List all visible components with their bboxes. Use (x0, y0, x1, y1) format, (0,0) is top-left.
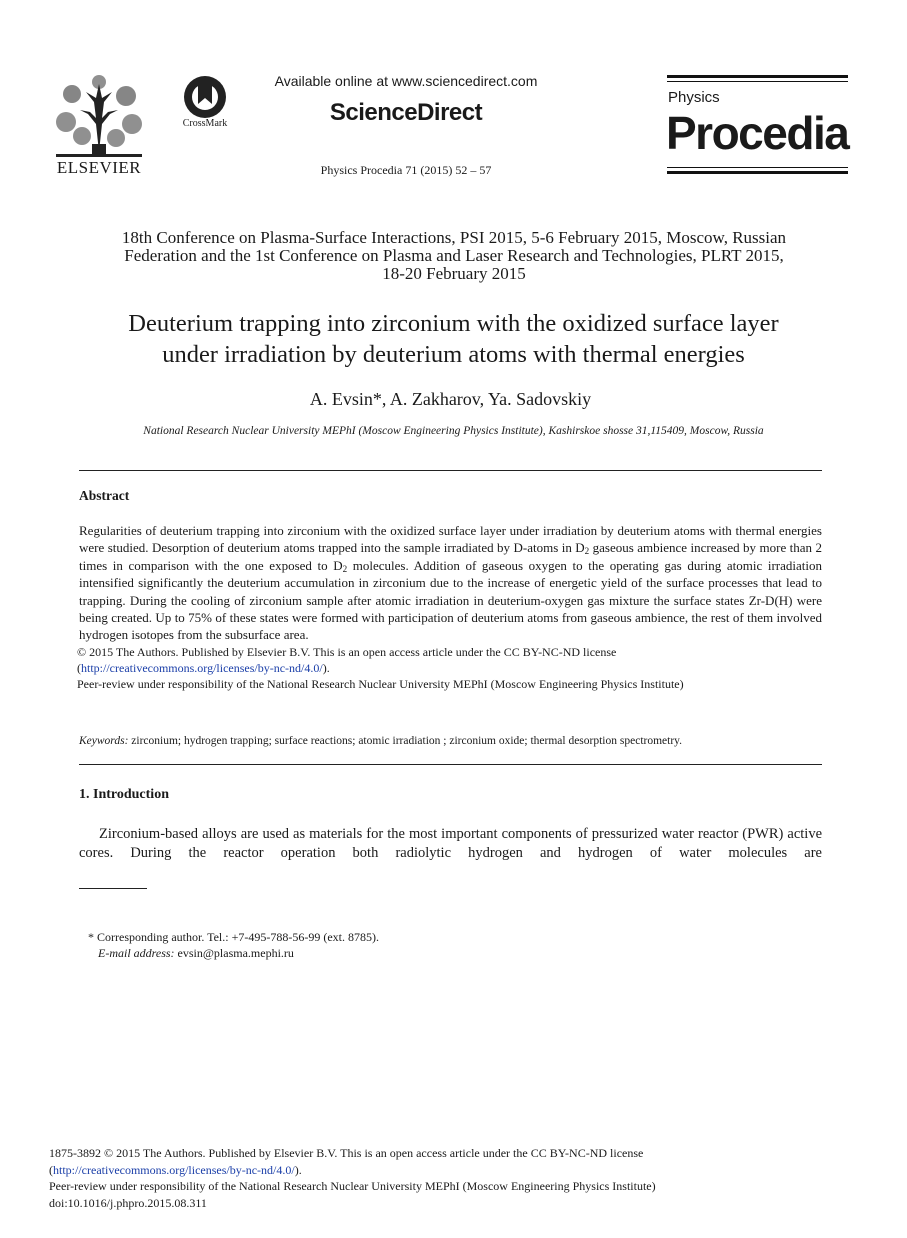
masthead-rule-bottom-thin (667, 167, 848, 168)
masthead-rule-bottom (667, 171, 848, 174)
journal-name-small: Physics (668, 89, 720, 106)
subscript: 2 (584, 546, 590, 557)
footnote-divider (79, 888, 147, 889)
bottom-peer-review-line: Peer-review under responsibility of the National Research Nuclear University MEPhI (Moscow Engineering Physics Institute) (49, 1179, 656, 1194)
publisher-logo-text: ELSEVIER (56, 158, 142, 177)
introduction-text: Zirconium-based alloys are used as materials for the most important components of pressurized water reactor (PWR) active cores. During the reactor operation both radiolytic hydrogen and hydrogen of water molecules are (79, 826, 822, 861)
paren: ( (77, 660, 81, 675)
conference-info (74, 229, 834, 283)
license-block (77, 645, 822, 692)
abstract-text-part: Regularities of deuterium trapping into zirconium with the oxidized surface layer under irradiation by deuterium atoms with thermal energies were studied. Desorption of deuterium atoms trapped into the sample irradiated by D-atoms in D (79, 523, 822, 556)
masthead-rule-top-thin (667, 81, 848, 82)
conference-line: Federation and the 1st Conference on Plasma and Laser Research and Technologies, PLRT 2015, (124, 246, 784, 265)
doi[interactable]: doi:10.1016/j.phpro.2015.08.311 (49, 1195, 207, 1210)
section-divider (79, 470, 822, 471)
affiliation: National Research Nuclear University MEPhI (Moscow Engineering Physics Institute), Kashirskoe shosse 31,115409, Moscow, Russia (143, 425, 764, 437)
keywords (79, 735, 822, 747)
abstract-heading: Abstract (79, 488, 130, 503)
corresponding-author-note: * Corresponding author. Tel.: +7-495-788-56-99 (ext. 8785). (88, 930, 379, 944)
bottom-license-line (49, 1162, 849, 1179)
available-online-text: Available online at www.sciencedirect.com (274, 73, 538, 89)
issn-line: 1875-3892 © 2015 The Authors. Published by Elsevier B.V. This is an open access article under the CC BY-NC-ND license (49, 1146, 644, 1160)
email-address[interactable]: evsin@plasma.mephi.ru (174, 946, 294, 960)
crossmark-label: CrossMark (182, 118, 228, 129)
abstract-text-part: molecules. Addition of gaseous oxygen to the operating gas during atomic irradiation intensified significantly the deuterium accumulation in zirconium due to the increase of energetic yield of the surface processes that lead to trapping. During the cooling of zirconium sample after atomic irradiation in deuterium-oxygen gas mixture the surface states Zr-D(H) were being created. Up to 75% of these states were formed with participation of deuterium atoms from gaseous ambience, the rest of them involved hydrogen isotopes from the subsurface area. (79, 557, 822, 643)
email-note (88, 945, 379, 961)
license-line (77, 661, 822, 677)
section-divider (79, 764, 822, 765)
keywords-label: Keywords: (79, 735, 129, 747)
article-title (60, 308, 847, 370)
masthead-rule-top (667, 75, 848, 78)
email-label: E-mail address: (98, 946, 175, 960)
subscript: 2 (342, 563, 348, 574)
title-line: Deuterium trapping into zirconium with the oxidized surface layer (128, 310, 779, 337)
journal-citation: Physics Procedia 71 (2015) 52 – 57 (320, 163, 492, 177)
bottom-license-link[interactable]: http://creativecommons.org/licenses/by-nc-nd/4.0/ (53, 1162, 295, 1177)
title-line: under irradiation by deuterium atoms with thermal energies (162, 341, 745, 368)
conference-line: 18th Conference on Plasma-Surface Interactions, PSI 2015, 5-6 February 2015, Moscow, Russian (121, 228, 787, 247)
conference-line: 18-20 February 2015 (382, 264, 526, 283)
paren: ( (49, 1162, 53, 1177)
copyright-line: © 2015 The Authors. Published by Elsevier B.V. This is an open access article under the CC BY-NC-ND license (77, 645, 617, 659)
paren: ). (294, 1162, 302, 1177)
bottom-publication-info (49, 1145, 849, 1211)
license-link[interactable]: http://creativecommons.org/licenses/by-nc-nd/4.0/ (81, 660, 323, 675)
abstract-text-part: gaseous ambience increased by more than 2 times in comparison with the one exposed to D (79, 540, 822, 573)
keywords-text: zirconium; hydrogen trapping; surface reactions; atomic irradiation ; zirconium oxide; thermal desorption spectrometry. (128, 735, 683, 747)
journal-name-large: Procedia (666, 107, 849, 159)
footnotes (88, 929, 379, 961)
peer-review-line: Peer-review under responsibility of the National Research Nuclear University MEPhI (Moscow Engineering Physics Institute) (77, 676, 684, 691)
abstract-text (79, 522, 822, 644)
sciencedirect-logo: ScienceDirect (329, 99, 483, 126)
introduction-heading: 1. Introduction (79, 787, 169, 802)
authors: A. Evsin*, A. Zakharov, Ya. Sadovskiy (309, 389, 592, 409)
paren: ). (322, 660, 330, 675)
